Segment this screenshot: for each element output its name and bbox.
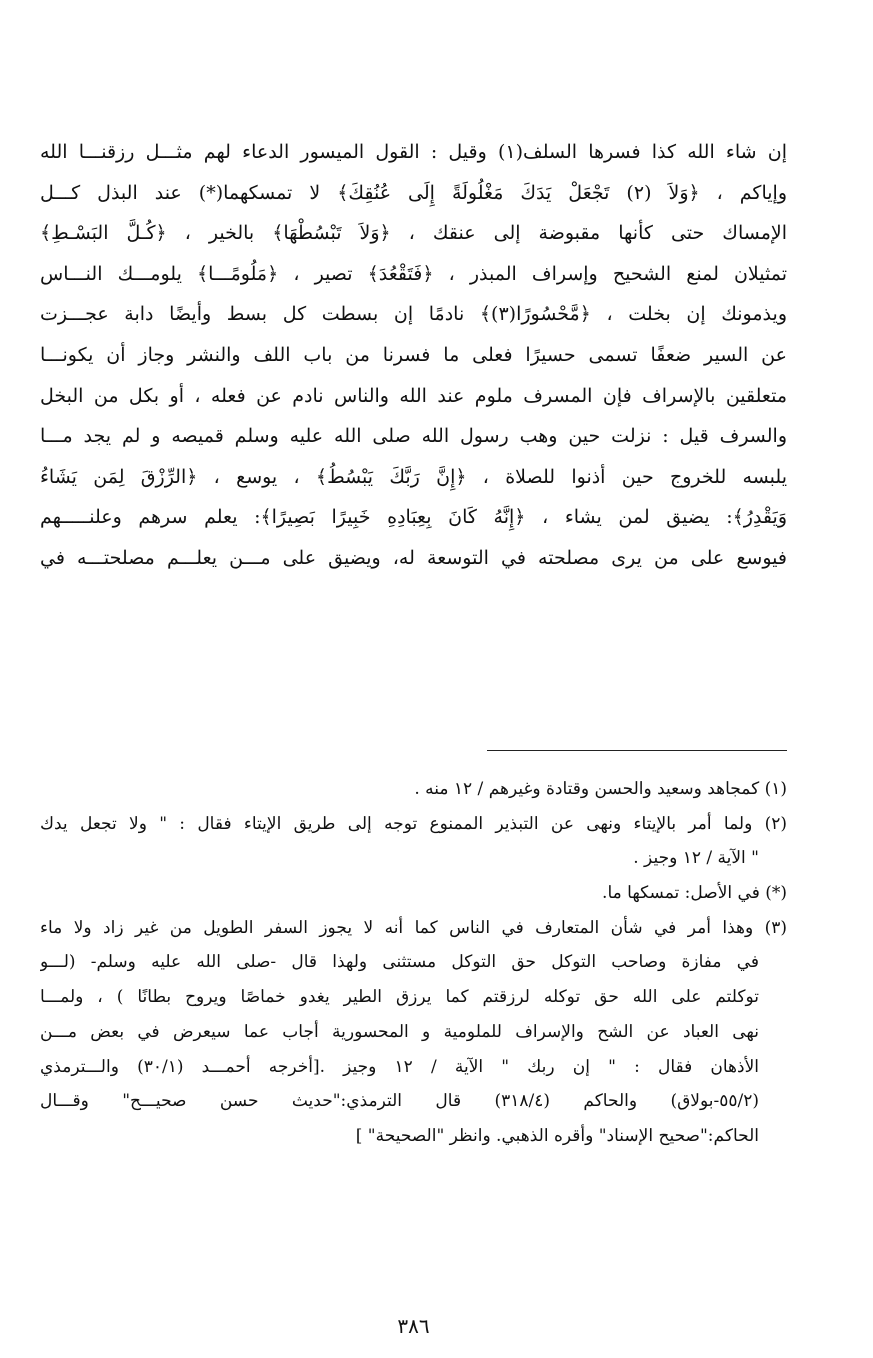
text-line-5: ويذمونك إن بخلت ، ﴿مَّحْسُورًا(٣)﴾ نادمًا إن بسطت كل بسط وأيضًا دابة عجـــزت [40, 303, 787, 326]
footnotes [40, 772, 787, 1154]
text-line-3: الإمساك حتى كأنها مقبوضة إلى عنقك ، ﴿وَلاَ تَبْسُطْهَا﴾ بالخير ، ﴿كُـلَّ البَسْـطِ﴾ [40, 222, 787, 245]
footnote-line-3: " الآية / ١٢ وجيز . [633, 848, 759, 869]
text-line-4: تمثيلان لمنع الشحيح وإسراف المبذر ، ﴿فَتَقْعُدَ﴾ تصير ، ﴿مَلُومًـــا﴾ يلومـــك النـــاس [40, 262, 787, 285]
page-number: ٣٨٦ [397, 1314, 430, 1338]
footnote-line-8: نهى العباد عن الشح والإسراف للملومية و المحسورية أجاب عما سيعرض في بعض مـــن [40, 1021, 759, 1042]
text-line-9: يلبسه للخروج حين أذنوا للصلاة ، ﴿إِنَّ رَبَّكَ يَبْسُطُ﴾ ، يوسع ، ﴿الرِّزْقَ لِمَن يَشَاءُ [40, 465, 787, 488]
text-line-10: وَيَقْدِرُ﴾: يضيق لمن يشاء ، ﴿إِنَّهُ كَانَ بِعِبَادِهِ خَبِيرًا بَصِيرًا﴾: يعلم سرهم وعلنـــــهم [40, 506, 787, 529]
text-line-11: فيوسع على من يرى مصلحته في التوسعة له، ويضيق على مـــن يعلـــم مصلحتـــه في [40, 546, 787, 569]
footnote-line-1: (١) كمجاهد وسعيد والحسن وقتادة وغيرهم / ١٢ منه . [414, 779, 787, 799]
text-line-8: والسرف قيل : نزلت حين وهب رسول الله صلى الله عليه وسلم قميصه و لم يجد مـــا [40, 425, 787, 448]
text-line-6: عن السير ضعفًا تسمى حسيرًا فعلى ما فسرنا من باب اللف والنشر وجاز أن يكونـــا [40, 343, 787, 366]
footnote-separator [487, 750, 787, 751]
text-line-7: متعلقين بالإسراف فإن المسرف ملوم عند الله والناس نادم عن فعله ، أو بكل من البخل [40, 384, 787, 407]
text-line-2: وإياكم ، ﴿وَلاَ (٢) تَجْعَلْ يَدَكَ مَغْلُولَةً إِلَى عُنُقِكَ﴾ لا تمسكهما(*) عند البذل كـــل [40, 181, 787, 204]
main-text [40, 132, 787, 579]
footnote-line-4: (*) في الأصل: تمسكها ما. [602, 883, 787, 904]
footnote-line-10: (٥٥/٢-بولاق) والحاكم (٣١٨/٤) قال الترمذي:"حديث حسن صحيـــح" وقـــال [40, 1091, 759, 1112]
footnote-line-2: (٢) ولما أمر بالإيتاء ونهى عن التبذير الممنوع توجه إلى طريق الإيتاء فقال : " ولا تجعل يدك [40, 813, 787, 834]
text-line-1: إن شاء الله كذا فسرها السلف(١) وقيل : القول الميسور الدعاء لهم مثـــل رزقنـــا الله [40, 141, 787, 163]
document-page [40, 132, 787, 1358]
footnote-line-9: الأذهان فقال : " إن ربك " الآية / ١٢ وجيز .[أخرجه أحمـــد (٣٠/١) والـــترمذي [40, 1056, 760, 1077]
footnote-line-6: في مفازة وصاحب التوكل حق التوكل مستثنى ولهذا قال -صلى الله عليه وسلم- (لـــو [40, 952, 759, 973]
footnote-line-11: الحاكم:"صحيح الإسناد" وأقره الذهبي. وانظر "الصحيحة" ] [355, 1125, 759, 1146]
footnote-line-7: توكلتم على الله حق توكله لرزقتم كما يرزق الطير يغدو خماصًا ويروح بطانًا ) ، ولمـــا [40, 987, 759, 1008]
footnote-line-5: (٣) وهذا أمر في شأن المتعارف في الناس كما أنه لا يجوز السفر الطويل من غير زاد ولا ماء [40, 917, 787, 938]
